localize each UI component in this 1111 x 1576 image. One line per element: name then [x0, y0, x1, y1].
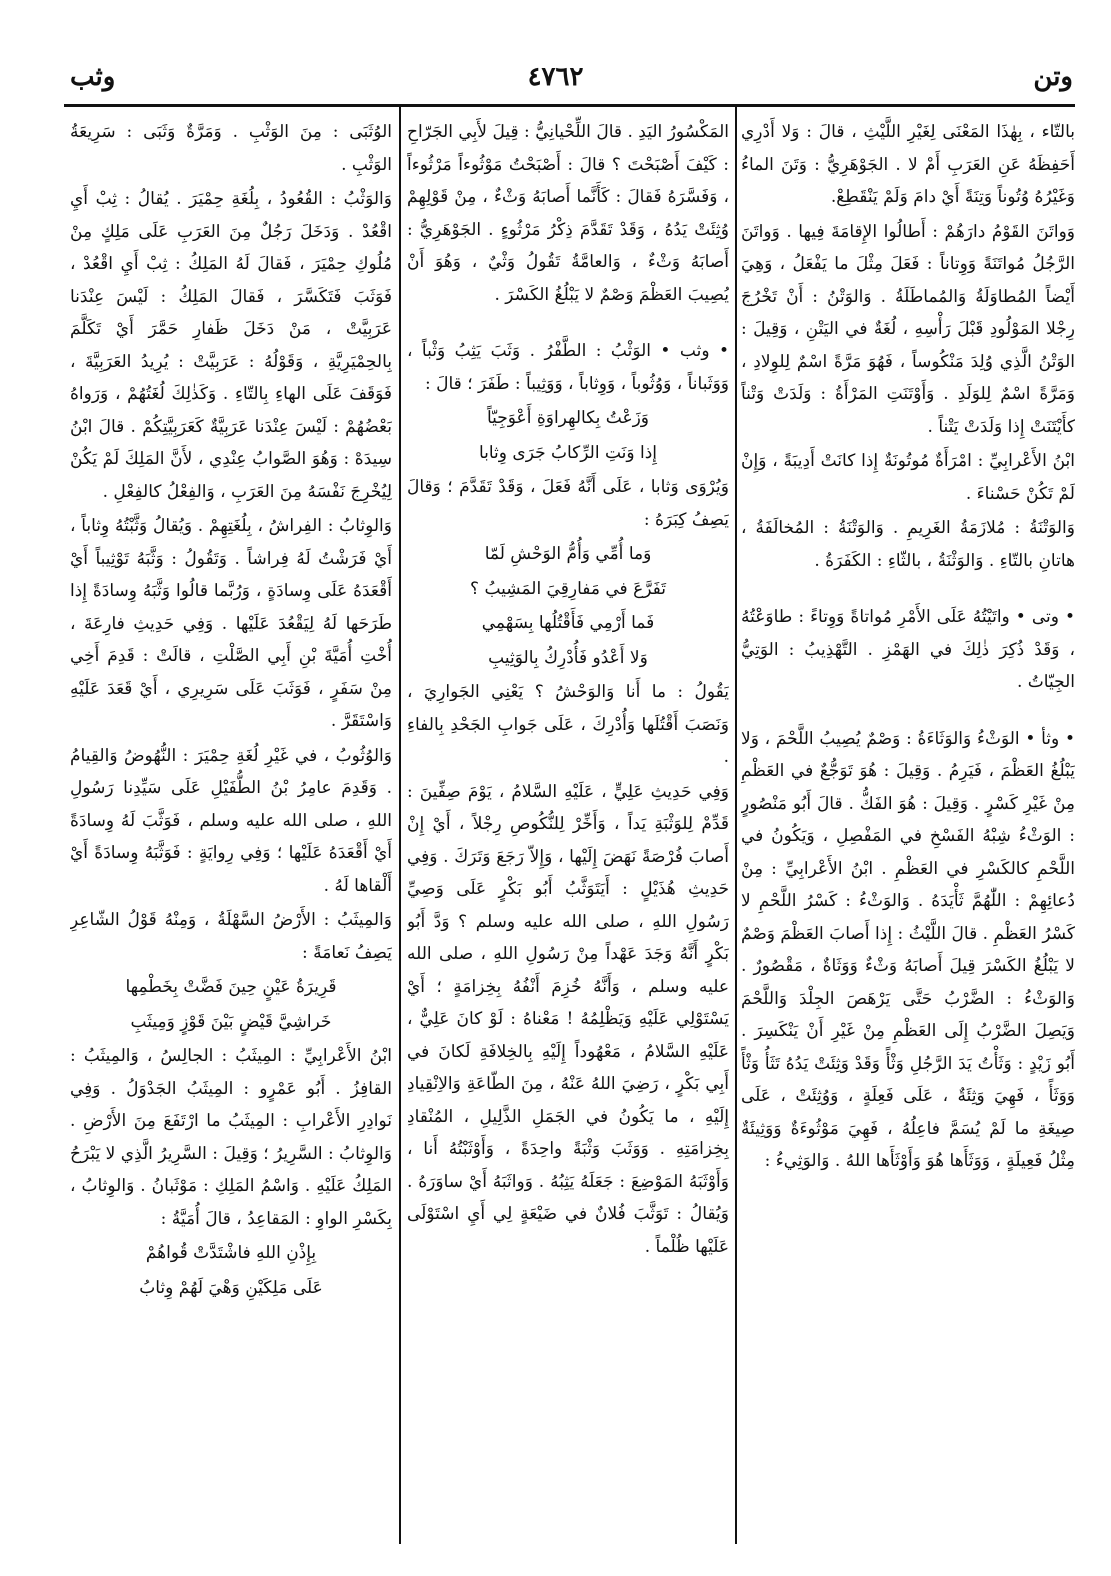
- verse-line: قَرِيرَةُ عَيْنٍ حِينَ فَضَّتْ بِخَطْمِها: [125, 977, 337, 997]
- text-column-middle: [407, 116, 729, 1536]
- column-divider: [399, 104, 401, 1544]
- verse-line: إِذا وَنَتِ الرِّكابُ جَرَى وِثابا: [478, 442, 658, 463]
- entry-paragraph: وَفِي حَدِيثِ عَلِيٍّ ، عَلَيْهِ السَّلامُ ، يَوْمَ صِفِّينَ : قَدِّمْ لِلوَثْبَةِ يَداً ، وَأَخِّرْ لِلنُّكُوصِ رِجْلاً ، أَيْ إِنْ أَصابَ فُرْصَةً نَهَضَ إِلَيْها ، وَإِلاّ رَجَعَ وَتَرَكَ . وَفِي حَدِيثِ هُذَيْلٍ : أَيَتَوَثَّبُ أَبُو بَكْرٍ عَلَى وَصِيِّ رَسُولِ اللهِ ، صلى الله عليه وسلم ؟ وَدَّ أَبُو بَكْرٍ أَنَّهُ وَجَدَ عَهْداً مِنْ رَسُولِ اللهِ ، صلى الله عليه وسلم ، وَأَنَّهُ خُزِمَ أَنْفُهُ بِخِزامَةٍ ؛ أَيْ يَسْتَوْلِي عَلَيْهِ وَيَظْلِمُهُ ! مَعْناهُ : لَوْ كانَ عَلِيٌّ ، عَلَيْهِ السَّلامُ ، مَعْهُوداً إِلَيْهِ بِالخِلافَةِ لَكانَ في أَبِي بَكْرٍ ، رَضِيَ اللهُ عَنْهُ ، مِنَ الطّاعَةِ وَالاِنْقِيادِ إِلَيْهِ ، ما يَكُونُ في الجَمَلِ الذَّلِيلِ ، المُنْقادِ بِخِزامَتِهِ . وَوَثَبَ وَثْبَةً واحِدَةً ، وَأَوْثَبْتُهُ أَنا ، وَأَوْثَبَهُ المَوْضِعَ : جَعَلَهُ يَثِبُهُ . وَواثَبَهُ أَيْ ساوَرَهُ . وَيُقالُ : تَوَثَّبَ فُلانٌ في ضَيْعَةٍ لِي أَيِ اسْتَوْلَى عَلَيْها ظُلْماً .: [407, 781, 729, 1257]
- column-divider: [735, 104, 737, 1544]
- verse-line: عَلَى مَلِكَيْنِ وَهْيَ لَهُمْ وِثابُ: [139, 1277, 323, 1298]
- verse-line: وَلا أَعْدُو فَأُدْرِكُ بِالوَثِيبِ: [488, 647, 648, 668]
- entry-paragraph: الوُثَبَى : مِنَ الوَثْبِ . وَمَرَّةٌ وَثَبَى : سَرِيعَةُ الوَثْبِ .: [70, 122, 392, 175]
- verse-line: وَزَعْتُ بِكالهِراوَةِ أَعْوَجِيّاً: [486, 408, 650, 428]
- entry-paragraph: يَقُولُ : ما أَنا وَالوَحْشُ ؟ يَعْنِي الجَوارِيَ ، وَنَصَبَ أَقْتُلَها وَأُدْرِكَ ، عَلَى جَوابِ الجَحْدِ بِالفاءِ .: [407, 682, 729, 767]
- entry-paragraph: وَالوُثُوبُ ، في غَيْرِ لُغَةِ حِمْيَرَ : النُّهُوضُ وَالقِيامُ . وَقَدِمَ عامِرُ بْنُ الطُّفَيْلِ عَلَى سَيِّدِنا رَسُولِ اللهِ ، صلى الله عليه وسلم ، فَوَثَّبَ لَهُ وِسادَةً أَيْ أَقْعَدَهُ عَلَيْها ؛ وَفِي رِوايَةٍ : فَوَثَّبَهُ وِسادَةً أَيْ أَلْقاها لَهُ .: [70, 745, 392, 896]
- entry-paragraph: وَالوِثابُ : الفِراشُ ، بِلُغَتِهِمْ . وَيُقالُ وَثَّبْتُهُ وِثاباً ، أَيْ فَرَشْتُ لَهُ فِراشاً . وَتَقُولُ : وَثَّبَهُ تَوْثِيباً أَيْ أَقْعَدَهُ عَلَى وِسادَةٍ ، وَرُبَّما قالُوا وَثَّبَهُ وِسادَةً إِذا طَرَحَها لَهُ لِيَقْعُدَ عَلَيْها . وَفِي حَدِيثِ فارِعَةَ ، أُخْتِ أُمَيَّةَ بْنِ أَبِي الصَّلْتِ ، قالَتْ : قَدِمَ أَخِي مِنْ سَفَرٍ ، فَوَثَبَ عَلَى سَرِيرِي ، أَيْ قَعَدَ عَلَيْهِ وَاسْتَقَرَّ .: [70, 516, 392, 731]
- entry-paragraph: ابْنُ الأَعْرابِيِّ : المِيثَبُ : الجالِسُ ، وَالمِيثَبُ : القافِزُ . أَبُو عَمْرٍو : المِيثَبُ الجَدْوَلُ . وَفِي نَوادِرِ الأَعْرابِ : المِيثَبُ ما ارْتَفَعَ مِنَ الأَرْضِ . وَالوِثابُ : السَّرِيرُ ؛ وَقِيلَ : السَّرِيرُ الَّذِي لا يَبْرَحُ المَلِكُ عَلَيْهِ . وَاسْمُ المَلِكِ : مَوْثَبانُ . وَالوِثابُ ، بِكَسْرِ الواوِ : المَقاعِدُ ، قالَ أُمَيَّةُ :: [70, 1046, 392, 1229]
- entry-paragraph: وَواتَنَ القَوْمُ دارَهُمْ : أَطالُوا الإِقامَةَ فِيها . وَواتَنَ الرَّجُلُ مُواتَنَةً وَوِتاناً : فَعَلَ مِثْلَ ما يَفْعَلُ ، وَهِيَ أَيْضاً المُطاوَلَةُ وَالمُماطَلَةُ . وَالوَتْنُ : أَنْ تَخْرُجَ رِجْلا المَوْلُودِ قَبْلَ رَأْسِهِ ، لُغَةٌ في اليَتْنِ ، وَقِيلَ : الوَتْنُ الَّذِي وُلِدَ مَنْكُوساً ، فَهُوَ مَرَّةً اسْمٌ لِلوِلادِ ، وَمَرَّةً اسْمٌ لِلوَلَدِ . وَأَوْتَنَتِ المَرْأَةُ : وَلَدَتْ وَتْناً كأَيْتَنَتْ إِذا وَلَدَتْ يَتْناً .: [741, 221, 1075, 437]
- verse-line: بِإِذْنِ اللهِ فاشْتَدَّتْ قُواهُمْ: [145, 1243, 317, 1263]
- entry-paragraph: المَكْسُورُ اليَدِ . قالَ اللِّحْيانِيُّ : قِيلَ لأَبِي الجَرّاحِ : كَيْفَ أَصْبَحْتَ ؟ قالَ : أَصْبَحْتُ مَوْثُوءاً مَرْثُوءاً ، وَفَسَّرَهُ فَقالَ : كَأَنَّما أَصابَهُ وَثْءٌ ، مِنْ قَوْلِهِمْ وُثِئَتْ يَدُهُ ، وَقَدْ تَقَدَّمَ ذِكْرُ مَرْثُوءٍ . الجَوْهَرِيُّ : أَصابَهُ وَثْءٌ ، وَالعامَّةُ تَقُولُ وَثْيٌ ، وَهُوَ أَنْ يُصِيبَ العَظْمَ وَصْمٌ لا يَبْلُغُ الكَسْرَ .: [407, 122, 729, 305]
- entry-paragraph: وَالمِيثَبُ : الأَرْضُ السَّهْلَةُ ، وَمِنْهُ قَوْلُ الشّاعِرِ يَصِفُ نَعامَةً :: [70, 910, 392, 963]
- verse-line: وَما أُمِّي وَأُمُّ الوَحْشِ لَمّا: [484, 544, 652, 564]
- text-column-right: [741, 116, 1075, 1536]
- header-guide-word-right: وتن: [1033, 62, 1073, 92]
- entry-paragraph: • وتى • واتَيْتُهُ عَلَى الأَمْرِ مُواتاةً وَوِتاءً : طاوَعْتُهُ ، وَقَدْ ذُكِرَ ذٰلِكَ في الهَمْزِ . التَّهْذِيبُ : الوَتِيُّ الجِيّاتُ .: [741, 607, 1075, 692]
- entry-paragraph: وَالوَتْنَةُ : مُلازَمَةُ الغَرِيمِ . وَالوَتْنَةُ : المُخالَفَةُ ، هاتانِ بالتّاءِ . وَالوَثْنَةُ ، بالثّاءِ : الكَفَرَةُ .: [741, 518, 1075, 571]
- header-guide-word-left: وثب: [70, 62, 116, 92]
- entry-paragraph: وَالوَثْبُ : القُعُودُ ، بِلُغَةِ حِمْيَرَ . يُقالُ : ثِبْ أَيِ اقْعُدْ . وَدَخَلَ رَجُلٌ مِنَ العَرَبِ عَلَى مَلِكٍ مِنْ مُلُوكِ حِمْيَرَ ، فَقالَ لَهُ المَلِكُ : ثِبْ أَيِ اقْعُدْ ، فَوَثَبَ فَتَكَسَّرَ ، فَقالَ المَلِكُ : لَيْسَ عِنْدَنا عَرَبِيَّتْ ، مَنْ دَخَلَ ظَفارِ حَمَّرَ أَيْ تَكَلَّمَ بِالحِمْيَرِيَّةِ ، وَقَوْلُهُ : عَرَبِيَّتْ : يُرِيدُ العَرَبِيَّةَ ، فَوَقَفَ عَلَى الهاءِ بِالتّاءِ . وَكَذٰلِكَ لُغَتُهُمْ ، وَرَواهُ بَعْضُهُمْ : لَيْسَ عِنْدَنا عَرَبِيَّةٌ كَعَرَبِيَّتِكُمْ . قالَ ابْنُ سِيدَهْ : وَهُوَ الصَّوابُ عِنْدِي ، لأَنَّ المَلِكَ لَمْ يَكُنْ لِيُخْرِجَ نَفْسَهُ مِنَ العَرَبِ ، وَالفِعْلُ كالفِعْلِ .: [70, 189, 392, 502]
- entry-paragraph: وَيُرْوَى وَثابا ، عَلَى أَنَّهُ فَعَلَ ، وَقَدْ تَقَدَّمَ ؛ وَقالَ يَصِفُ كِبَرَهُ :: [407, 477, 729, 530]
- entry-paragraph: ابْنُ الأَعْرابِيِّ : امْرَأَةٌ مُوتُونَةٌ إِذا كانَتْ أَدِيبَةً ، وَإِنْ لَمْ تَكُنْ حَسْناءَ .: [741, 451, 1075, 504]
- header-rule: [64, 104, 1075, 107]
- verse-line: خَراشِيَّ قَيْضٍ بَيْنَ قَوْزٍ وَمِيثَبِ: [130, 1011, 332, 1032]
- text-column-left: [70, 116, 392, 1536]
- verse-line: تَفَرَّعَ في مَفارِقِيَ المَشِيبُ ؟: [470, 578, 666, 599]
- entry-paragraph: بالتّاء ، بِهٰذَا المَعْنَى لِغَيْرِ اللَّيْثِ ، قالَ : وَلا أَدْرِي أَحَفِظَهُ عَنِ العَرَبِ أَمْ لا . الجَوْهَرِيُّ : وَتَنَ الماءُ وَغَيْرُهُ وُتُوناً وَتِنَةً أَيْ دامَ وَلَمْ يَنْقَطِعْ.: [741, 122, 1075, 207]
- verse-line: فَما أَرْمِي فَأَقْتُلُها بِسَهْمِي: [481, 613, 655, 633]
- page-number: ٤٧٦٢: [527, 62, 584, 92]
- entry-paragraph: • وثأ • الوَثْءُ وَالوَثَاءَةُ : وَصْمٌ يُصِيبُ اللَّحْمَ ، وَلا يَبْلُغُ العَظْمَ ، فَيَرِمُ . وَقِيلَ : هُوَ تَوَجُّعٌ في العَظْمِ مِنْ غَيْرِ كَسْرٍ . وَقِيلَ : هُوَ الفَكُّ . قالَ أَبُو مَنْصُورٍ : الوَثْءُ شِبْهُ الفَسْخِ في المَفْصِلِ ، وَيَكُونُ في اللَّحْمِ كالكَسْرِ في العَظْمِ . ابْنُ الأَعْرابِيِّ : مِنْ دُعائِهِمْ : اللّٰهُمَّ ثَأْيَدَهُ . وَالوَثْءُ : كَسْرُ اللَّحْمِ لا كَسْرُ العَظْمِ . قالَ اللَّيْثُ : إِذا أَصابَ العَظْمَ وَصْمٌ لا يَبْلُغُ الكَسْرَ قِيلَ أَصابَهُ وَثْءٌ وَوَثَاةٌ ، مَقْصُورٌ . وَالوَثْءُ : الضَّرْبُ حَتَّى يَرْهَصَ الجِلْدَ وَاللَّحْمَ وَيَصِلَ الضَّرْبُ إِلَى العَظْمِ مِنْ غَيْرِ أَنْ يَنْكَسِرَ . أَبُو زَيْدٍ : وَثَأْتُ يَدَ الرَّجُلِ وَثْأً وَقَدْ وَثِئَتْ يَدُهُ تَثَأُ وَثْأً وَوَثَأً ، فَهِيَ وَثِئَةٌ ، عَلَى فَعِلَةٍ ، وَوُثِئَتْ ، عَلَى صِيغَةِ ما لَمْ يُسَمَّ فاعِلُهُ ، فَهِيَ مَوْثُوءَةٌ وَوَثِيئَةٌ مِثْلُ فَعِيلَةٍ ، وَوَثَأَها هُوَ وَأَوْثَأَها اللهُ . وَالوَثِيءُ :: [741, 728, 1075, 1171]
- entry-paragraph: • وثب • الوَثْبُ : الطَّفْرُ . وَثَبَ يَثِبُ وَثْباً ، وَوَثَباناً ، وَوُثُوباً ، وَوِثاباً ، وَوَثِيباً : طَفَرَ ؛ قالَ :: [407, 341, 729, 394]
